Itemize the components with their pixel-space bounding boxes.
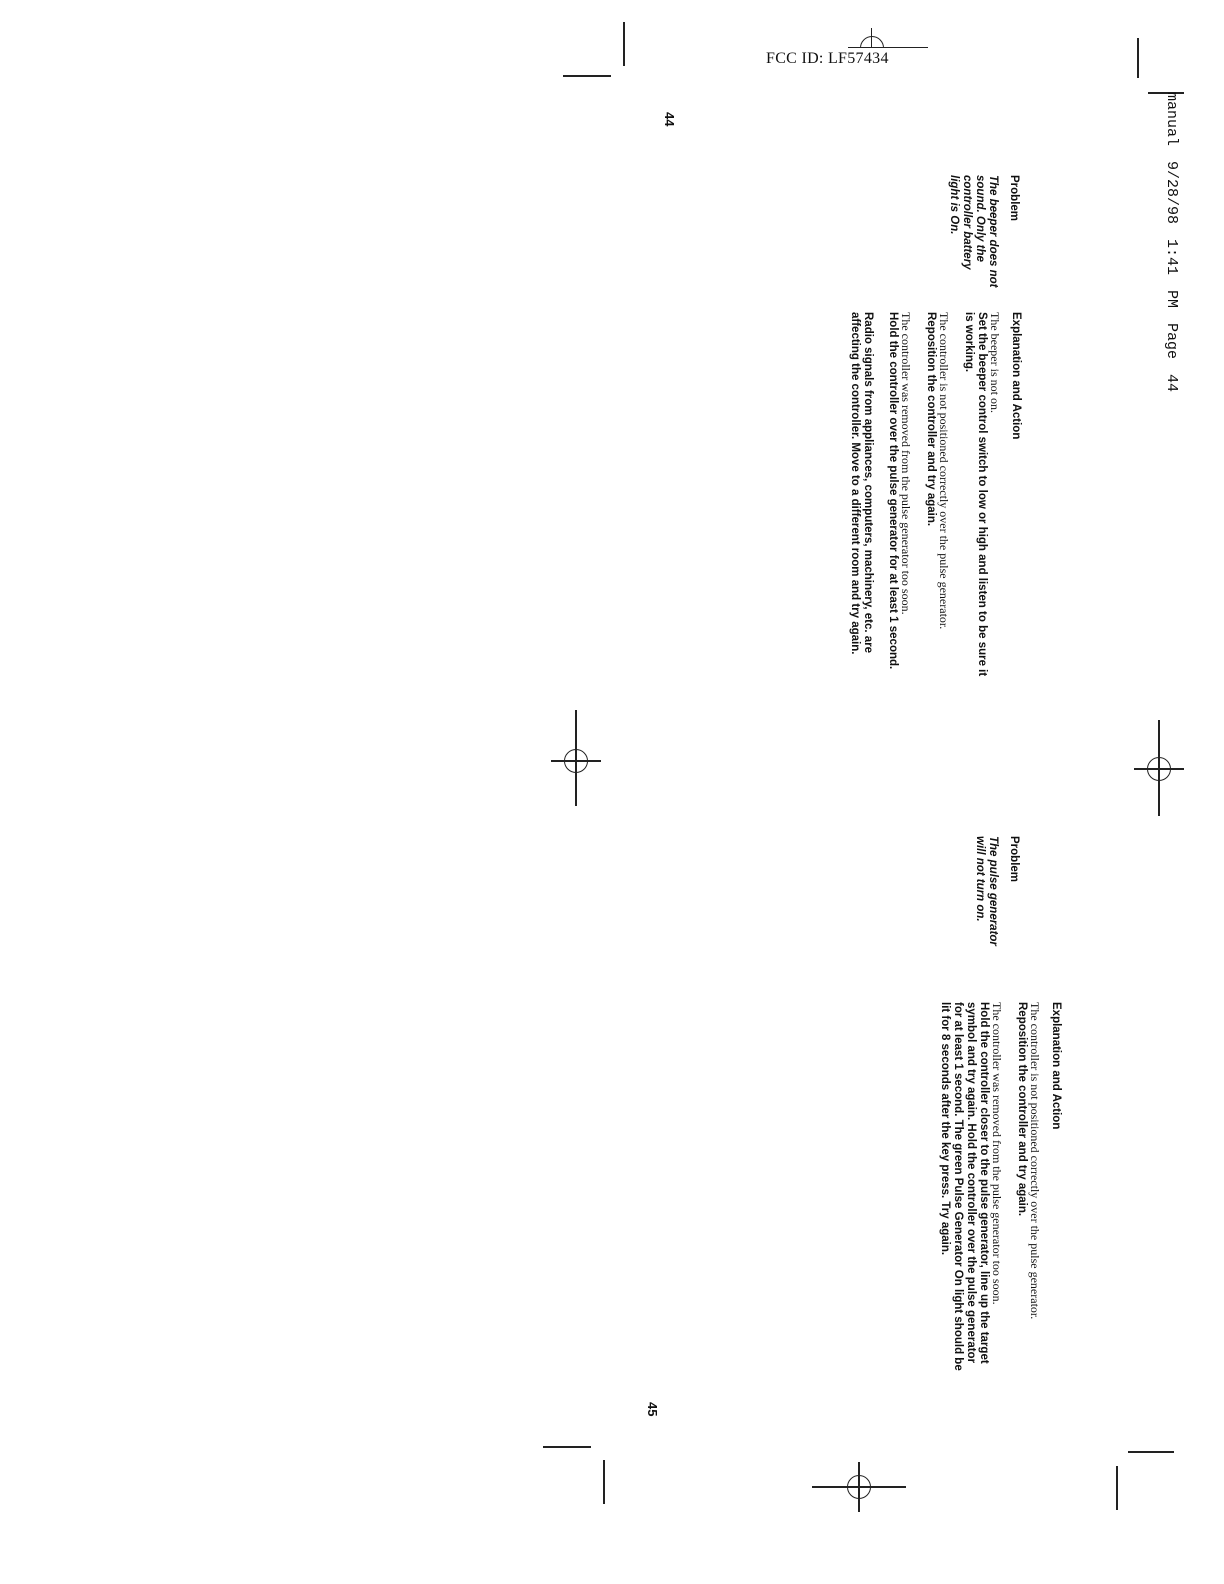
left-item-3-explanation: The controller was removed from the pulse generator too soon. xyxy=(899,312,913,615)
left-item-4 xyxy=(848,312,874,684)
right-problem-heading: Problem xyxy=(1008,836,1020,883)
left-item-2 xyxy=(924,312,950,684)
left-item-4-action: Radio signals from appliances, computers, machinery, etc. are affecting the controller. Move to a different room and try again. xyxy=(849,312,874,655)
registration-line-center-right xyxy=(1158,720,1160,816)
registration-line-center-left xyxy=(575,710,577,806)
left-item-3-action: Hold the controller over the pulse generator for at least 1 second. xyxy=(887,312,899,670)
left-item-1 xyxy=(962,312,1001,684)
crop-mark-top-left-horizontal xyxy=(563,75,611,77)
fcc-id: FCC ID: LF57434 xyxy=(766,50,889,67)
left-item-1-action: Set the beeper control switch to low or high and listen to be sure it is working. xyxy=(963,312,988,677)
right-item-2 xyxy=(938,1002,1003,1374)
crop-mark-top-left-vertical xyxy=(623,22,625,66)
right-problem-text: The pulse generator will not turn on. xyxy=(974,836,999,946)
registration-line-bottom xyxy=(812,1486,906,1488)
right-item-1-explanation: The controller is not positioned correctly over the pulse generator. xyxy=(1028,1002,1042,1320)
right-item-2-explanation: The controller was removed from the pulse generator too soon. xyxy=(990,1002,1004,1305)
left-problem-text: The beeper does not sound. Only the controller battery light is On. xyxy=(948,175,999,288)
registration-mark-top xyxy=(848,24,930,50)
left-item-1-explanation: The beeper is not on. xyxy=(988,312,1002,413)
crop-mark-bottom-left-vertical xyxy=(603,1460,605,1504)
right-item-1 xyxy=(1015,1002,1041,1374)
right-explanation-column xyxy=(926,1002,1062,1374)
page-number-45: 45 xyxy=(645,1402,660,1417)
right-explanation-heading: Explanation and Action xyxy=(1050,1002,1062,1130)
left-explanation-heading: Explanation and Action xyxy=(1010,312,1022,440)
crop-mark-top-right-vertical xyxy=(1137,38,1139,78)
right-item-1-action: Reposition the controller and try again. xyxy=(1016,1002,1028,1217)
left-item-2-action: Reposition the controller and try again. xyxy=(925,312,937,527)
crop-mark-bottom-left-horizontal xyxy=(543,1446,591,1448)
crop-mark-bottom-right-vertical xyxy=(1116,1466,1118,1510)
left-explanation-column xyxy=(836,312,1022,684)
left-item-2-explanation: The controller is not positioned correctly over the pulse generator. xyxy=(937,312,951,630)
crop-mark-bottom-right-horizontal xyxy=(1128,1451,1174,1453)
left-item-3 xyxy=(886,312,912,684)
right-problem-column xyxy=(973,836,1020,966)
left-problem-heading: Problem xyxy=(1008,175,1020,222)
right-item-2-action: Hold the controller closer to the pulse generator, line up the target symbol and try again. Hold the controller over the pulse generator for at least 1 second. The green Pulse Generator On light should be lit for 8 seconds after the key press. Try again. xyxy=(939,1002,990,1371)
print-header-line: manual 9/28/98 1:41 PM Page 44 xyxy=(1163,92,1180,393)
page-number-44: 44 xyxy=(662,112,677,127)
left-problem-column xyxy=(947,175,1020,295)
